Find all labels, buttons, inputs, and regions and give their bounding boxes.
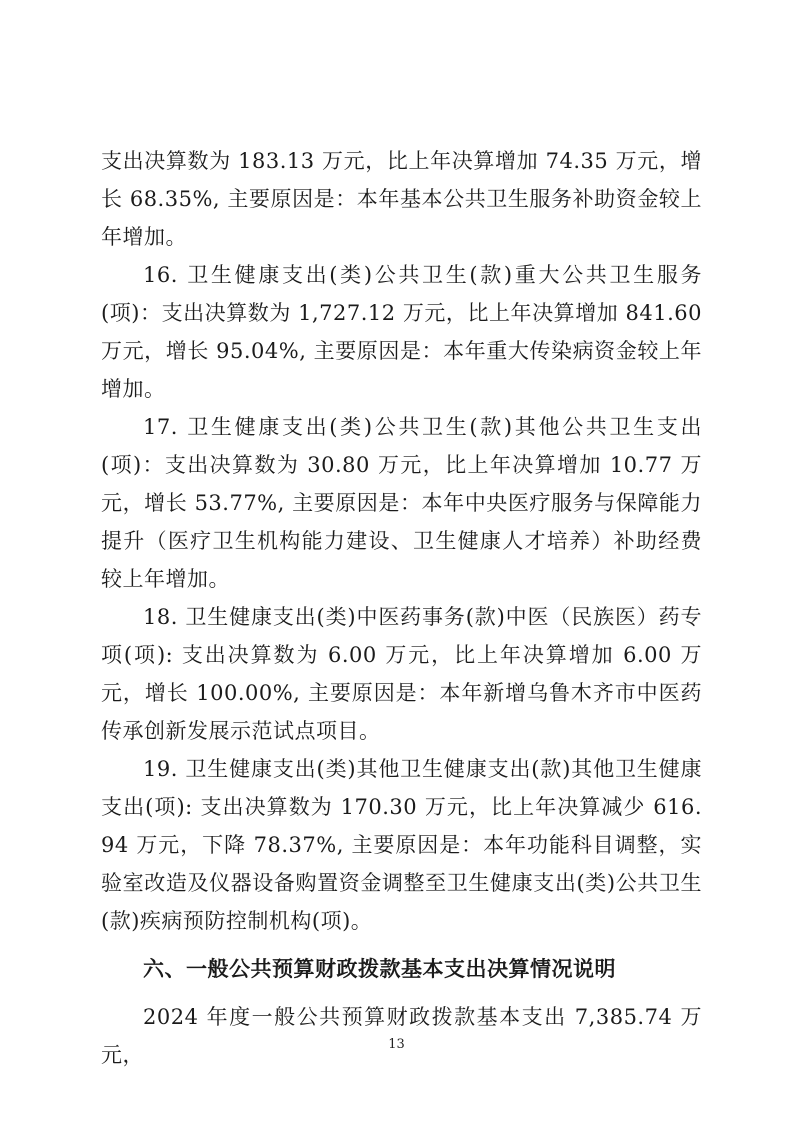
paragraph: 2024 年度一般公共预算财政拨款基本支出 7,385.74 万元， <box>101 1005 702 1067</box>
page-number: 13 <box>388 1037 405 1052</box>
paragraph: 支出决算数为 183.13 万元，比上年决算增加 74.35 万元，增长 68.35%, 主要原因是：本年基本公共卫生服务补助资金较上年增加。 <box>101 149 702 249</box>
section-heading: 六、一般公共预算财政拨款基本支出决算情况说明 <box>143 957 616 981</box>
paragraph: 19. 卫生健康支出(类)其他卫生健康支出(款)其他卫生健康支出(项): 支出决算数为 170.30 万元，比上年决算减少 616.94 万元，下降 78.37%, 主要原因是：本年功能科目调整，实验室改造及仪器设备购置资金调整至卫生健康支出(类)公共卫生(款)疾病预防控制机构(项)。 <box>101 757 702 933</box>
paragraph: 18. 卫生健康支出(类)中医药事务(款)中医（民族医）药专项(项): 支出决算数为 6.00 万元，比上年决算增加 6.00 万元，增长 100.00%, 主要原因是：本年新增乌鲁木齐市中医药传承创新发展示范试点项目。 <box>101 605 702 743</box>
page-body <box>101 142 702 1074</box>
paragraph: 17. 卫生健康支出(类)公共卫生(款)其他公共卫生支出(项)：支出决算数为 30.80 万元，比上年决算增加 10.77 万元，增长 53.77%, 主要原因是：本年中央医疗服务与保障能力提升（医疗卫生机构能力建设、卫生健康人才培养）补助经费较上年增加。 <box>101 415 702 591</box>
paragraph: 16. 卫生健康支出(类)公共卫生(款)重大公共卫生服务(项)：支出决算数为 1,727.12 万元，比上年决算增加 841.60 万元，增长 95.04%, 主要原因是：本年重大传染病资金较上年增加。 <box>101 263 702 401</box>
